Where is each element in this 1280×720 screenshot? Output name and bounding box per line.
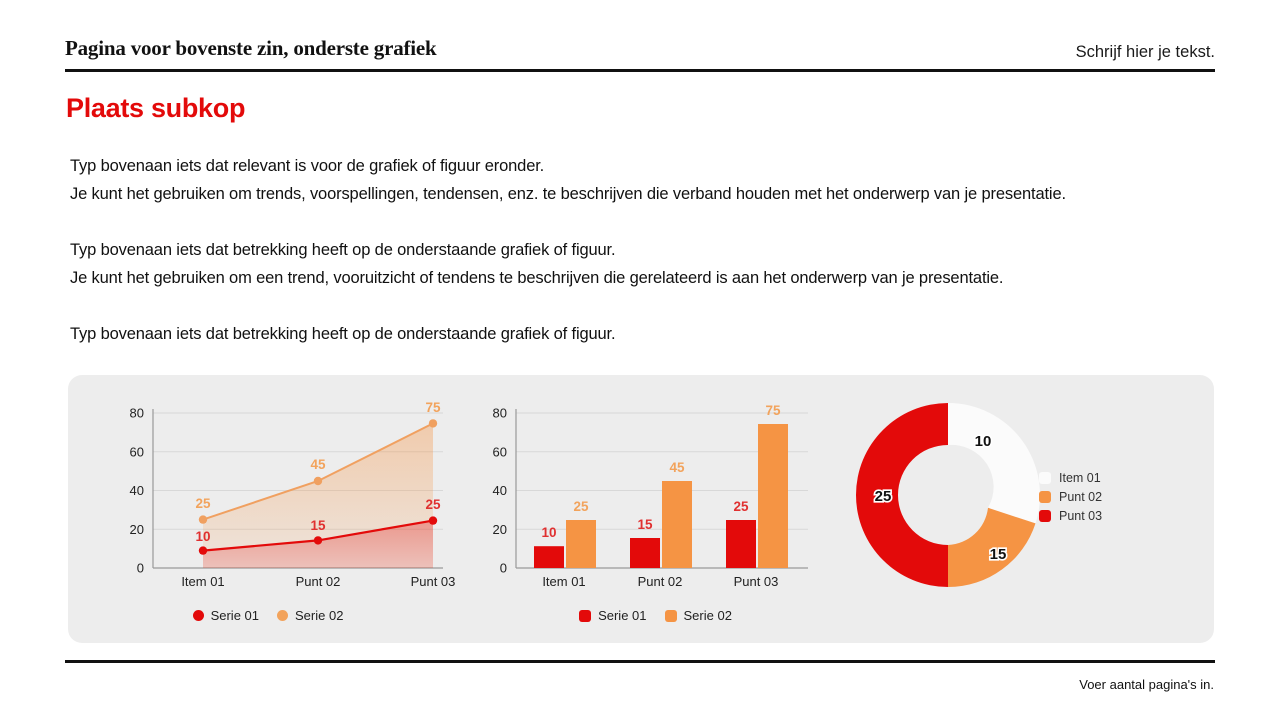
paragraph-2 (70, 236, 1230, 292)
area-chart-svg (68, 375, 468, 590)
area-label-s1-2: 25 (425, 497, 441, 512)
bar-legend-label-serie-02: Serie 02 (683, 608, 732, 623)
paragraph-1-line-2: Je kunt het gebruiken om trends, voorspellingen, tendensen, enz. te beschrijven die verband houden met het onderwerp van je presentatie. (70, 185, 1066, 203)
donut-legend-item-punt-02[interactable] (1039, 490, 1102, 504)
donut-slice-item-01 (948, 403, 1040, 523)
paragraph-3-line-1: Typ bovenaan iets dat betrekking heeft op de onderstaande grafiek of figuur. (70, 325, 616, 343)
paragraph-3 (70, 320, 1230, 348)
legend-square-icon-punt-02 (1039, 491, 1051, 503)
donut-value-punt-03: 25 (874, 488, 892, 505)
area-label-s1-0: 10 (195, 529, 211, 544)
bar-label-s1-1: 15 (637, 517, 653, 532)
bar-s1-0 (534, 546, 564, 568)
bar-y-tick-60: 60 (492, 444, 507, 460)
donut-chart-svg (843, 383, 1214, 633)
subheading: Plaats subkop (66, 93, 246, 123)
area-label-s2-2: 75 (425, 400, 441, 415)
bar-s2-2 (758, 424, 788, 568)
bar-s1-1 (630, 538, 660, 568)
area-y-tick-20: 20 (129, 521, 144, 537)
legend-square-icon-item-01 (1039, 472, 1051, 484)
bar-chart-y-axis (493, 406, 507, 576)
bar-chart-x-axis (542, 574, 778, 589)
donut-chart[interactable] (843, 375, 1214, 643)
legend-item-serie-02[interactable] (277, 608, 343, 623)
bar-legend-label-serie-01: Serie 01 (598, 608, 647, 623)
paragraph-2-line-2: Je kunt het gebruiken om een trend, vooruitzicht of tendens te beschrijven die gerelateerd is aan het onderwerp van je presentatie. (70, 269, 1004, 287)
bar-label-s2-2: 75 (765, 403, 781, 418)
bar-y-tick-0: 0 (499, 560, 507, 576)
donut-legend-item-item-01[interactable] (1039, 471, 1102, 485)
area-cat-2: Punt 03 (410, 574, 456, 589)
legend-label-serie-01: Serie 01 (210, 608, 259, 623)
donut-legend-label-punt-03: Punt 03 (1059, 509, 1103, 523)
donut-slice-punt-03 (856, 403, 948, 587)
header-subtitle-text: Schrijf hier je tekst. (1075, 43, 1215, 61)
bar-s2-0 (566, 520, 596, 568)
paragraph-2-line-1: Typ bovenaan iets dat betrekking heeft op de onderstaande grafiek of figuur. (70, 241, 616, 259)
bar-legend-item-serie-02[interactable] (665, 608, 732, 623)
bar-label-s1-2: 25 (733, 499, 749, 514)
area-cat-1: Punt 02 (295, 574, 341, 589)
bar-s1-2 (726, 520, 756, 568)
area-label-s2-1: 45 (310, 457, 326, 472)
bar-cat-2: Punt 03 (733, 574, 779, 589)
area-y-tick-60: 60 (129, 444, 144, 460)
legend-label-serie-02: Serie 02 (295, 608, 344, 623)
donut-value-punt-02: 15 (989, 546, 1007, 563)
donut-legend-label-punt-02: Punt 02 (1059, 490, 1103, 504)
donut-chart-legend (1039, 471, 1102, 523)
legend-square-icon-serie-02 (665, 610, 677, 622)
area-y-tick-40: 40 (129, 483, 144, 498)
paragraph-1-line-1: Typ bovenaan iets dat relevant is voor de grafiek of figuur eronder. (70, 157, 545, 175)
charts-panel (68, 375, 1214, 643)
bar-y-tick-80: 80 (492, 405, 507, 421)
bar-cat-0: Item 01 (542, 574, 586, 589)
area-chart-x-axis (181, 574, 455, 589)
bar-chart-svg (468, 375, 843, 590)
bar-y-tick-40: 40 (492, 483, 507, 498)
donut-value-item-01: 10 (974, 433, 992, 450)
footer-divider (65, 660, 1215, 663)
bar-s2-1 (662, 481, 692, 568)
bar-chart[interactable] (468, 375, 843, 643)
legend-circle-icon-serie-01 (193, 610, 204, 621)
donut-legend-item-punt-03[interactable] (1039, 509, 1102, 523)
legend-circle-icon-serie-02 (277, 610, 288, 621)
donut-legend-label-item-01: Item 01 (1059, 471, 1101, 485)
legend-square-icon-punt-03 (1039, 510, 1051, 522)
paragraph-1 (70, 152, 1230, 208)
area-cat-0: Item 01 (181, 574, 225, 589)
page-title: Pagina voor bovenste zin, onderste grafiek (65, 35, 437, 60)
footer-page-text: Voer aantal pagina's in. (1079, 677, 1214, 692)
area-chart[interactable] (68, 375, 468, 643)
bar-cat-1: Punt 02 (637, 574, 683, 589)
bar-label-s1-0: 10 (541, 525, 557, 540)
area-chart-y-axis (130, 406, 144, 576)
area-y-tick-0: 0 (136, 560, 144, 576)
area-label-s2-0: 25 (195, 496, 211, 511)
legend-square-icon-serie-01 (579, 610, 591, 622)
area-chart-legend (68, 608, 468, 623)
bar-label-s2-1: 45 (669, 460, 685, 475)
bar-y-tick-20: 20 (492, 521, 507, 537)
bar-label-s2-0: 25 (573, 499, 589, 514)
bar-legend-item-serie-01[interactable] (579, 608, 646, 623)
area-y-tick-80: 80 (129, 405, 144, 421)
bar-chart-legend (468, 608, 843, 623)
body-text-block (70, 152, 1230, 348)
area-label-s1-1: 15 (310, 518, 326, 533)
legend-item-serie-01[interactable] (193, 608, 259, 623)
slide-header (65, 30, 1215, 72)
